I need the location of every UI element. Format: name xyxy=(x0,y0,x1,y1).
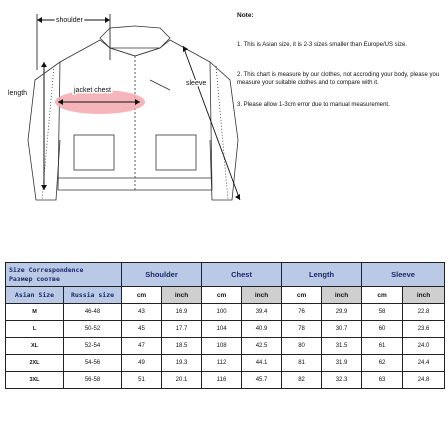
russia-size-cell: 56-58 xyxy=(64,372,122,389)
header-length: Length xyxy=(282,263,362,287)
length-inch-cell: 31.5 xyxy=(322,338,362,355)
length-inch-cell: 31.9 xyxy=(322,355,362,372)
shoulder-cm-cell: 43 xyxy=(122,304,162,321)
chest-cm-cell: 112 xyxy=(202,355,242,372)
table-row xyxy=(6,321,445,338)
chest-cm-cell: 104 xyxy=(202,321,242,338)
shoulder-label: shoulder xyxy=(56,17,83,24)
unit-inch: inch xyxy=(403,287,445,304)
shoulder-inch-cell: 17.7 xyxy=(162,321,202,338)
units-row xyxy=(6,287,445,304)
size-chart-table xyxy=(5,262,444,389)
chest-inch-cell: 44.1 xyxy=(242,355,282,372)
asian-size-cell: 3XL xyxy=(6,372,64,389)
sleeve-inch-cell: 22.8 xyxy=(403,304,445,321)
asian-size-cell: M xyxy=(6,304,64,321)
chest-cm-cell: 100 xyxy=(202,304,242,321)
asian-size-cell: 2XL xyxy=(6,355,64,372)
length-cm-cell: 78 xyxy=(282,321,322,338)
size-correspondence-line1: Size Correspondence xyxy=(9,266,84,275)
russia-size-cell: 46-48 xyxy=(64,304,122,321)
shoulder-measure xyxy=(37,14,110,70)
sleeve-inch-cell: 24.8 xyxy=(403,372,445,389)
shoulder-cm-cell: 47 xyxy=(122,338,162,355)
table-row xyxy=(6,338,445,355)
length-measure xyxy=(8,62,47,190)
asian-size-cell: XL xyxy=(6,338,64,355)
shoulder-inch-cell: 16.9 xyxy=(162,304,202,321)
shoulder-cm-cell: 49 xyxy=(122,355,162,372)
sleeve-cm-cell: 61 xyxy=(362,338,403,355)
shoulder-inch-cell: 18.5 xyxy=(162,338,202,355)
table-header-row xyxy=(6,263,445,287)
unit-cm: cm xyxy=(362,287,403,304)
unit-cm: cm xyxy=(202,287,242,304)
size-correspondence-line2: Размер соотве xyxy=(9,274,60,283)
sleeve-label: sleeve xyxy=(186,80,207,87)
sleeve-inch-cell: 24.4 xyxy=(403,355,445,372)
length-cm-cell: 76 xyxy=(282,304,322,321)
russia-size-cell: 50-52 xyxy=(64,321,122,338)
chest-cm-cell: 108 xyxy=(202,338,242,355)
header-shoulder: Shoulder xyxy=(122,263,202,287)
chest-measure xyxy=(55,87,145,114)
chest-inch-cell: 42.5 xyxy=(242,338,282,355)
table-row xyxy=(6,355,445,372)
jacket-outline xyxy=(28,26,238,200)
length-inch-cell: 30.7 xyxy=(322,321,362,338)
jacket-chest-label: jacket chest xyxy=(74,87,111,94)
unit-inch: inch xyxy=(162,287,202,304)
russia-size-label: Russia size xyxy=(64,287,122,304)
size-correspondence-header xyxy=(6,263,122,287)
russia-size-cell: 54-56 xyxy=(64,355,122,372)
russia-size-cell: 52-54 xyxy=(64,338,122,355)
chest-inch-cell: 40.9 xyxy=(242,321,282,338)
length-cm-cell: 82 xyxy=(282,372,322,389)
chest-cm-cell: 116 xyxy=(202,372,242,389)
sleeve-cm-cell: 60 xyxy=(362,321,403,338)
note-item: 3. Please allow 1-3cm error due to manual measurement. xyxy=(237,101,390,108)
shoulder-cm-cell: 45 xyxy=(122,321,162,338)
note-item: 1. This is Asian size, it is 2-3 sizes smaller than Europe/US size. xyxy=(237,42,407,49)
length-inch-cell: 29.9 xyxy=(322,304,362,321)
table-row xyxy=(6,304,445,321)
sleeve-inch-cell: 23.6 xyxy=(403,321,445,338)
length-inch-cell: 32.3 xyxy=(322,372,362,389)
notes-panel xyxy=(237,12,442,124)
chest-inch-cell: 45.7 xyxy=(242,372,282,389)
asian-size-cell: L xyxy=(6,321,64,338)
unit-inch: inch xyxy=(242,287,282,304)
note-item: 2. This chart is measure by our clothes, not accroding your body, please you measure your suitable clothes and to compare with it. xyxy=(237,72,440,87)
notes-title: Note: xyxy=(237,12,254,19)
sleeve-cm-cell: 58 xyxy=(362,304,403,321)
sleeve-inch-cell: 24.0 xyxy=(403,338,445,355)
header-sleeve: Sleeve xyxy=(362,263,445,287)
unit-cm: cm xyxy=(282,287,322,304)
header-chest: Chest xyxy=(202,263,282,287)
shoulder-inch-cell: 19.3 xyxy=(162,355,202,372)
sleeve-cm-cell: 63 xyxy=(362,372,403,389)
shoulder-cm-cell: 51 xyxy=(122,372,162,389)
length-cm-cell: 81 xyxy=(282,355,322,372)
unit-inch: inch xyxy=(322,287,362,304)
length-label: length xyxy=(8,90,28,97)
length-cm-cell: 80 xyxy=(282,338,322,355)
asian-size-label: Asian Size xyxy=(6,287,64,304)
table-row xyxy=(6,372,445,389)
shoulder-inch-cell: 20.1 xyxy=(162,372,202,389)
unit-cm: cm xyxy=(122,287,162,304)
sleeve-cm-cell: 62 xyxy=(362,355,403,372)
chest-inch-cell: 39.4 xyxy=(242,304,282,321)
